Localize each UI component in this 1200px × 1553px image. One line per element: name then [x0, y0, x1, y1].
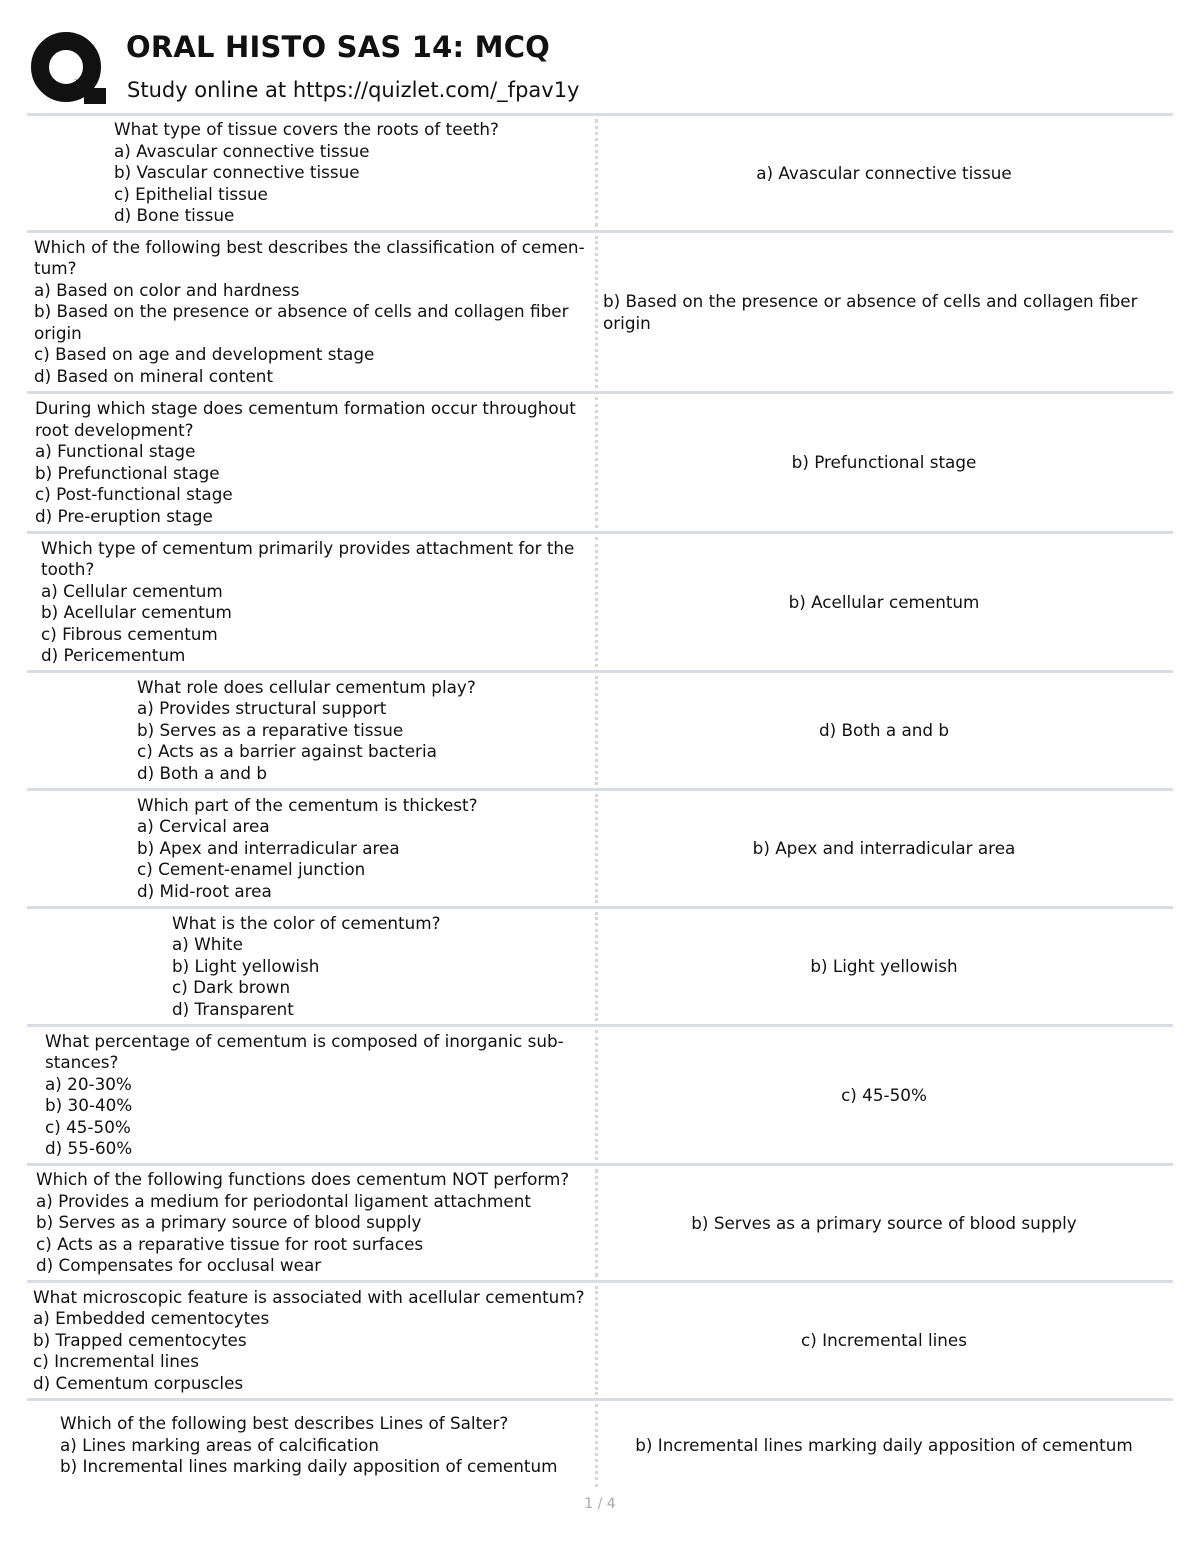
column-divider [595, 1286, 598, 1395]
column-divider [595, 1404, 598, 1487]
table-row [27, 391, 1173, 531]
page-number: 1 / 4 [584, 1496, 616, 1512]
option-a: a) Provides a medium for periodontal ligament attachment [36, 1190, 531, 1211]
option-d: d) Cementum corpuscles [33, 1372, 244, 1393]
question-text: What role does cellular cementum play? [137, 676, 476, 697]
option-b: b) Acellular cementum [41, 602, 232, 622]
column-divider [595, 912, 598, 1021]
table-row [27, 1280, 1173, 1398]
answer-cell: b) Serves as a primary source of blood supply [691, 1212, 1077, 1233]
option-c: c) Based on age and development stage [34, 344, 375, 365]
question-text: What percentage of cementum is composed of inorganic sub- [45, 1030, 564, 1051]
quizlet-logo-icon [30, 30, 106, 106]
option-d: d) Pericementum [41, 645, 186, 665]
option-a: a) Cervical area [137, 816, 270, 837]
question-cell [27, 1166, 595, 1280]
question-cell [27, 1401, 595, 1490]
option-a: a) Cellular cementum [41, 580, 223, 601]
column-divider [595, 397, 598, 528]
option-d: d) Bone tissue [114, 205, 235, 226]
option-b: b) Based on the presence or absence of cells and collagen fiber [34, 301, 569, 322]
option-a: a) Provides structural support [137, 698, 387, 719]
question-cell [27, 791, 595, 906]
answer-cell: b) Prefunctional stage [791, 452, 977, 473]
question-text-continued: tooth? [41, 559, 95, 579]
answer-cell: b) Acellular cementum [788, 591, 980, 612]
question-text: What is the color of cementum? [172, 912, 441, 933]
column-divider [595, 676, 598, 785]
option-a: a) Avascular connective tissue [114, 140, 370, 161]
option-d: d) Based on mineral content [34, 365, 274, 386]
option-b: b) Apex and interradicular area [137, 837, 400, 858]
option-c: c) 45-50% [45, 1116, 131, 1137]
option-c: c) Incremental lines [33, 1351, 199, 1372]
option-b: b) Vascular connective tissue [114, 162, 360, 183]
answer-cell: a) Avascular connective tissue [756, 162, 1012, 183]
answer-cell: d) Both a and b [818, 720, 950, 741]
table-row [27, 1024, 1173, 1163]
table-row [27, 1398, 1173, 1490]
table-row [27, 906, 1173, 1024]
option-d: d) Both a and b [137, 762, 268, 783]
option-b: b) 30-40% [45, 1095, 133, 1115]
column-divider [595, 1169, 598, 1277]
flashcard-table [27, 113, 1173, 1490]
option-d: d) Mid-root area [137, 880, 272, 901]
question-text: Which part of the cementum is thickest? [137, 794, 478, 815]
option-a: a) Functional stage [35, 441, 196, 461]
column-divider [595, 794, 598, 903]
question-text: What type of tissue covers the roots of teeth? [114, 119, 499, 140]
table-row [27, 113, 1173, 230]
option-a: a) Based on color and hardness [34, 279, 300, 300]
option-c: c) Cement-enamel junction [137, 859, 366, 880]
option-b: b) Serves as a reparative tissue [137, 719, 404, 740]
option-c: c) Acts as a reparative tissue for root surfaces [36, 1233, 424, 1254]
option-c: c) Post-functional stage [35, 484, 233, 504]
table-row [27, 788, 1173, 906]
question-cell [27, 673, 595, 788]
option-c: c) Dark brown [172, 977, 291, 998]
table-row [27, 1163, 1173, 1280]
column-divider [595, 1030, 598, 1160]
answer-cell: b) Based on the presence or absence of cells and collagen fiber origin [603, 290, 1138, 333]
answer-cell: c) Incremental lines [801, 1330, 967, 1351]
table-row [27, 531, 1173, 670]
answer-cell: b) Incremental lines marking daily apposition of cementum [635, 1435, 1133, 1456]
study-online-link[interactable]: Study online at https://quizlet.com/_fpav1y [127, 78, 580, 102]
option-b: b) Serves as a primary source of blood supply [36, 1212, 422, 1233]
option-d: d) Compensates for occlusal wear [36, 1255, 322, 1276]
answer-cell: b) Light yellowish [810, 956, 958, 977]
question-text: Which of the following best describes the classification of cemen- [34, 236, 585, 257]
option-a: a) 20-30% [45, 1073, 132, 1094]
question-text-continued: tum? [34, 258, 77, 279]
answer-cell: b) Apex and interradicular area [752, 838, 1016, 859]
option-d: d) 55-60% [45, 1138, 133, 1158]
answer-cell: c) 45-50% [841, 1084, 927, 1105]
question-cell [27, 394, 595, 531]
question-cell [27, 116, 595, 230]
column-divider [595, 537, 598, 667]
question-cell [27, 1283, 595, 1398]
question-cell [27, 534, 595, 670]
option-b: b) Trapped cementocytes [33, 1329, 247, 1350]
option-b: b) Light yellowish [172, 955, 320, 976]
page-header [0, 0, 1200, 112]
question-text: What microscopic feature is associated with acellular cementum? [33, 1286, 585, 1307]
option-b-continued: origin [34, 322, 82, 343]
question-text: Which type of cementum primarily provides attachment for the [41, 537, 575, 558]
document-title: ORAL HISTO SAS 14: MCQ [126, 30, 551, 64]
column-divider [595, 119, 598, 227]
question-cell [27, 1027, 595, 1163]
option-a: a) Embedded cementocytes [33, 1308, 270, 1329]
question-text-continued: root development? [35, 419, 194, 440]
question-text: Which of the following best describes Lines of Salter? [60, 1413, 509, 1434]
option-c: c) Epithelial tissue [114, 183, 268, 204]
question-text: Which of the following functions does cementum NOT perform? [36, 1169, 570, 1190]
table-row [27, 230, 1173, 391]
question-cell [27, 909, 595, 1024]
option-a: a) Lines marking areas of calcification [60, 1434, 380, 1455]
question-text-continued: stances? [45, 1052, 119, 1072]
question-text: During which stage does cementum formation occur throughout [35, 398, 576, 418]
question-cell [27, 233, 595, 391]
option-c: c) Fibrous cementum [41, 623, 218, 644]
option-d: d) Transparent [172, 998, 294, 1019]
option-b: b) Prefunctional stage [35, 462, 220, 483]
option-d: d) Pre-eruption stage [35, 505, 213, 526]
table-row [27, 670, 1173, 788]
option-b: b) Incremental lines marking daily apposition of cementum [60, 1456, 558, 1477]
column-divider [595, 236, 598, 388]
option-c: c) Acts as a barrier against bacteria [137, 741, 437, 762]
option-a: a) White [172, 934, 243, 955]
